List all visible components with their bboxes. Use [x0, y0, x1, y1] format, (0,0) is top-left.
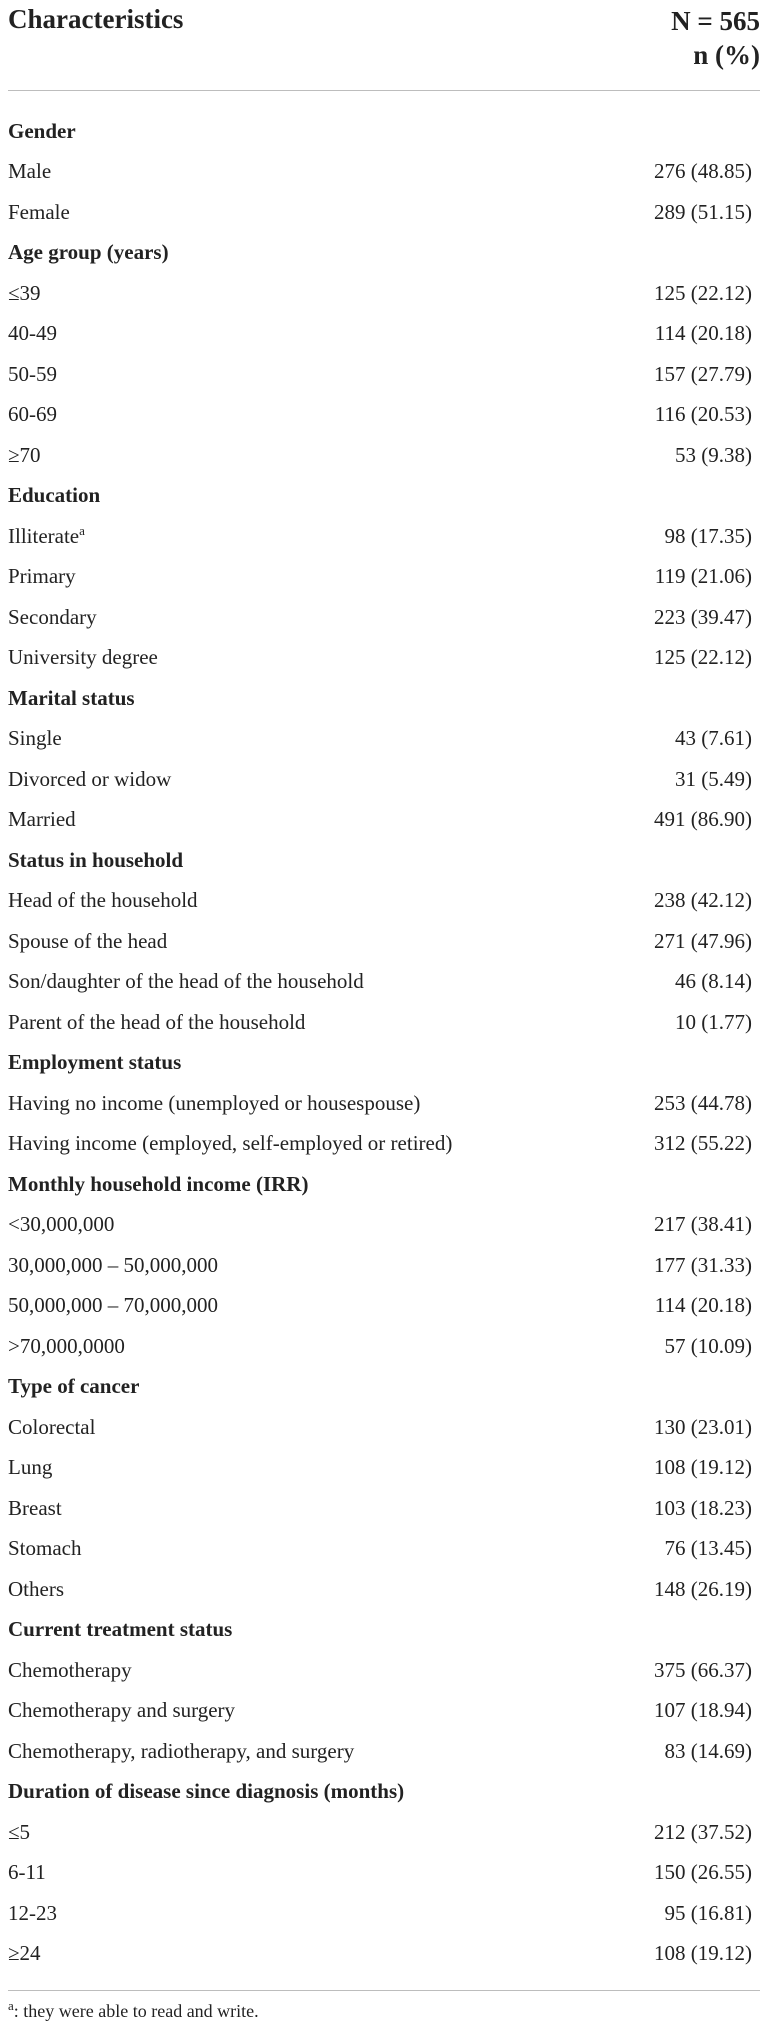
header-count — [671, 4, 760, 72]
table-row — [8, 1002, 760, 1043]
table-row — [8, 1488, 760, 1529]
row-label — [8, 1536, 82, 1561]
section-label — [8, 119, 76, 144]
row-label — [8, 1820, 30, 1845]
row-label-text: Head of the household — [8, 888, 198, 913]
table-row — [8, 1083, 760, 1124]
table-row — [8, 516, 760, 557]
row-label — [8, 1860, 46, 1885]
table-row — [8, 1853, 760, 1894]
row-value: 107 (18.94) — [654, 1698, 752, 1723]
table-row — [8, 1691, 760, 1732]
section-header-row — [8, 476, 760, 517]
section-header-row — [8, 233, 760, 274]
row-label — [8, 524, 85, 549]
row-label-text: Secondary — [8, 604, 97, 629]
row-label — [8, 1010, 305, 1035]
row-label-text: ≤39 — [8, 280, 41, 305]
row-label-text: 60-69 — [8, 402, 57, 427]
footnote-marker: a — [79, 522, 85, 538]
table-row — [8, 435, 760, 476]
row-label — [8, 888, 198, 913]
row-value: 217 (38.41) — [654, 1212, 752, 1237]
table-row — [8, 1731, 760, 1772]
row-label — [8, 1415, 95, 1440]
row-label-text: Chemotherapy and surgery — [8, 1698, 236, 1723]
row-value: 212 (37.52) — [654, 1819, 752, 1844]
table-row — [8, 759, 760, 800]
table-row — [8, 192, 760, 233]
row-label-text: 6-11 — [8, 1860, 46, 1885]
section-label — [8, 1050, 181, 1075]
row-label-text: Monthly household income (IRR) — [8, 1171, 309, 1196]
row-label — [8, 767, 171, 792]
table-row — [8, 1124, 760, 1165]
table-row — [8, 1650, 760, 1691]
row-label-text: Male — [8, 159, 52, 184]
row-label-text: 40-49 — [8, 321, 57, 346]
row-label — [8, 1293, 218, 1318]
row-label — [8, 1091, 420, 1116]
row-value: 148 (26.19) — [654, 1576, 752, 1601]
row-label-text: University degree — [8, 645, 158, 670]
row-label-text: Son/daughter of the head of the household — [8, 969, 364, 994]
row-label-text: Current treatment status — [8, 1617, 233, 1642]
row-label — [8, 1253, 218, 1278]
table-row — [8, 152, 760, 193]
section-label — [8, 1374, 139, 1399]
row-value: 103 (18.23) — [654, 1495, 752, 1520]
row-value: 108 (19.12) — [654, 1941, 752, 1966]
row-value: 53 (9.38) — [675, 442, 752, 467]
section-header-row — [8, 840, 760, 881]
row-label — [8, 1334, 125, 1359]
row-label-text: Gender — [8, 118, 76, 143]
row-label — [8, 1941, 41, 1966]
row-value: 312 (55.22) — [654, 1131, 752, 1156]
row-label — [8, 159, 51, 184]
row-value: 83 (14.69) — [664, 1738, 752, 1763]
table-row — [8, 395, 760, 436]
table-row — [8, 557, 760, 598]
row-label-text: Education — [8, 483, 101, 508]
section-label — [8, 1617, 232, 1642]
row-label-text: Employment status — [8, 1050, 182, 1075]
section-header-row — [8, 678, 760, 719]
table-row — [8, 1934, 760, 1975]
section-label — [8, 240, 169, 265]
row-label-text: Chemotherapy — [8, 1657, 132, 1682]
row-label-text: Lung — [8, 1455, 53, 1480]
table-row — [8, 1893, 760, 1934]
row-label — [8, 200, 70, 225]
section-header-row — [8, 1367, 760, 1408]
table-row — [8, 800, 760, 841]
row-value: 491 (86.90) — [654, 807, 752, 832]
row-value: 114 (20.18) — [654, 1293, 752, 1318]
row-label-text: Others — [8, 1576, 64, 1601]
row-value: 289 (51.15) — [654, 199, 752, 224]
row-label-text: Parent of the head of the household — [8, 1009, 306, 1034]
table-row — [8, 273, 760, 314]
characteristics-table — [8, 0, 772, 2027]
row-label — [8, 321, 57, 346]
row-value: 271 (47.96) — [654, 928, 752, 953]
table-row — [8, 1407, 760, 1448]
row-value: 253 (44.78) — [654, 1090, 752, 1115]
row-label — [8, 726, 62, 751]
row-value: 108 (19.12) — [654, 1455, 752, 1480]
row-label-text: 50,000,000 – 70,000,000 — [8, 1293, 218, 1318]
row-label-text: Status in household — [8, 847, 184, 872]
table-row — [8, 1569, 760, 1610]
table-row — [8, 962, 760, 1003]
row-label — [8, 564, 76, 589]
row-label-text: Illiterate — [8, 523, 80, 548]
section-label — [8, 483, 100, 508]
row-value: 114 (20.18) — [654, 321, 752, 346]
table-row — [8, 1326, 760, 1367]
row-value: 116 (20.53) — [654, 402, 752, 427]
row-label-text: Divorced or widow — [8, 766, 172, 791]
row-label-text: ≥24 — [8, 1941, 41, 1966]
table-row — [8, 314, 760, 355]
row-label — [8, 443, 41, 468]
row-label-text: Type of cancer — [8, 1374, 140, 1399]
row-label — [8, 1212, 114, 1237]
row-label — [8, 807, 76, 832]
row-value: 98 (17.35) — [664, 523, 752, 548]
row-label-text: Marital status — [8, 685, 135, 710]
table-row — [8, 638, 760, 679]
row-value: 157 (27.79) — [654, 361, 752, 386]
row-value: 238 (42.12) — [654, 888, 752, 913]
row-label — [8, 1658, 132, 1683]
row-label-text: Age group (years) — [8, 240, 169, 265]
row-label-text: >70,000,0000 — [8, 1333, 125, 1358]
footnote-marker: a — [8, 1998, 14, 2013]
table-row — [8, 1245, 760, 1286]
row-label-text: Stomach — [8, 1536, 82, 1561]
row-label — [8, 1496, 62, 1521]
row-label-text: Breast — [8, 1495, 62, 1520]
row-value: 31 (5.49) — [675, 766, 752, 791]
table-row — [8, 1529, 760, 1570]
table-row — [8, 1205, 760, 1246]
table-row — [8, 354, 760, 395]
row-label-text: Primary — [8, 564, 76, 589]
footnote — [8, 1998, 772, 2027]
row-label — [8, 605, 97, 630]
section-label — [8, 1779, 404, 1804]
row-value: 125 (22.12) — [654, 645, 752, 670]
row-value: 276 (48.85) — [654, 159, 752, 184]
table-row — [8, 881, 760, 922]
row-label — [8, 1577, 64, 1602]
section-header-row — [8, 1164, 760, 1205]
row-label-text: Colorectal — [8, 1414, 96, 1439]
row-label — [8, 645, 158, 670]
section-header-row — [8, 1772, 760, 1813]
row-label — [8, 362, 57, 387]
table-header — [8, 0, 772, 90]
row-label-text: 12-23 — [8, 1900, 57, 1925]
row-label-text: Duration of disease since diagnosis (months) — [8, 1779, 405, 1804]
footnote-text: : they were able to read and write. — [13, 2001, 259, 2021]
row-label — [8, 969, 364, 994]
row-label — [8, 402, 57, 427]
row-label — [8, 929, 167, 954]
row-value: 119 (21.06) — [654, 564, 752, 589]
row-label — [8, 1455, 52, 1480]
row-value: 95 (16.81) — [664, 1900, 752, 1925]
section-header-row — [8, 1043, 760, 1084]
table-row — [8, 719, 760, 760]
table-body — [8, 91, 772, 1974]
header-n-total: N = 565 — [671, 6, 760, 36]
section-label — [8, 686, 135, 711]
row-label — [8, 281, 41, 306]
section-label — [8, 848, 183, 873]
section-label — [8, 1172, 308, 1197]
row-label-text: Having income (employed, self-employed or retired) — [8, 1131, 453, 1156]
row-value: 130 (23.01) — [654, 1414, 752, 1439]
footer-divider — [8, 1990, 760, 1991]
row-label-text: Chemotherapy, radiotherapy, and surgery — [8, 1738, 355, 1763]
row-value: 375 (66.37) — [654, 1657, 752, 1682]
row-label-text: 50-59 — [8, 361, 57, 386]
table-row — [8, 1286, 760, 1327]
row-label-text: Having no income (unemployed or housespouse) — [8, 1090, 421, 1115]
row-value: 76 (13.45) — [664, 1536, 752, 1561]
section-header-row — [8, 1610, 760, 1651]
row-label-text: Married — [8, 807, 76, 832]
row-value: 10 (1.77) — [675, 1009, 752, 1034]
section-header-row — [8, 111, 760, 152]
table-row — [8, 1812, 760, 1853]
row-label-text: Single — [8, 726, 62, 751]
row-value: 125 (22.12) — [654, 280, 752, 305]
row-label — [8, 1901, 57, 1926]
table-row — [8, 921, 760, 962]
row-value: 223 (39.47) — [654, 604, 752, 629]
row-value: 177 (31.33) — [654, 1252, 752, 1277]
header-characteristics: Characteristics — [8, 4, 184, 34]
row-value: 150 (26.55) — [654, 1860, 752, 1885]
row-label-text: Female — [8, 199, 70, 224]
row-label — [8, 1739, 354, 1764]
row-label-text: <30,000,000 — [8, 1212, 115, 1237]
row-value: 43 (7.61) — [675, 726, 752, 751]
row-label — [8, 1131, 452, 1156]
row-label-text: 30,000,000 – 50,000,000 — [8, 1252, 218, 1277]
row-value: 46 (8.14) — [675, 969, 752, 994]
row-value: 57 (10.09) — [664, 1333, 752, 1358]
header-n-percent: n (%) — [693, 40, 760, 70]
row-label-text: ≥70 — [8, 442, 41, 467]
table-row — [8, 1448, 760, 1489]
row-label-text: ≤5 — [8, 1819, 31, 1844]
row-label-text: Spouse of the head — [8, 928, 168, 953]
row-label — [8, 1698, 235, 1723]
table-row — [8, 597, 760, 638]
